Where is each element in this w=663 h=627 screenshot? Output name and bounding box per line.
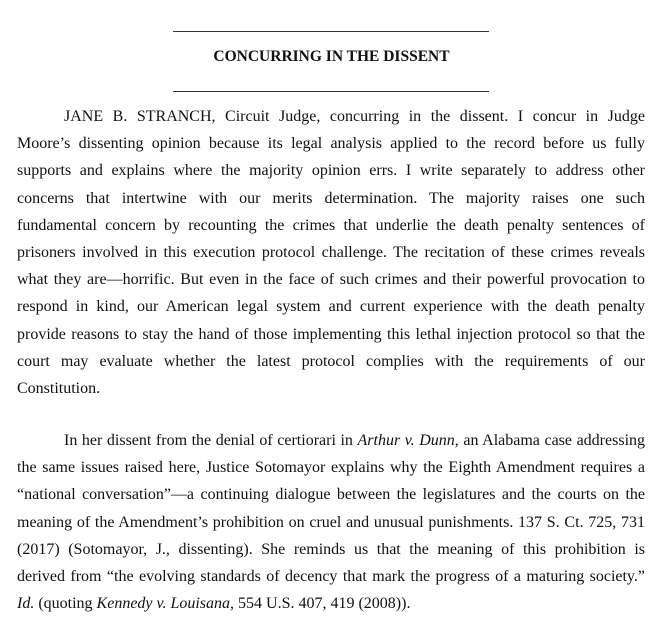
text-line xyxy=(17,563,645,590)
text-line xyxy=(17,293,645,320)
text-segment: (2017) (Sotomayor, J., dissenting). She reminds us that the meaning of this prohibition is xyxy=(17,540,645,558)
text-segment: meaning of the Amendment’s prohibition on cruel and unusual punishments. 137 S. Ct. 725, 731 xyxy=(17,513,645,531)
text-line xyxy=(17,454,645,481)
text-segment: supports and explains where the majority opinion errs. I write separately to address other xyxy=(17,162,645,180)
text-segment: fundamental concern by recounting the crimes that underlie the death penalty sentences of xyxy=(17,216,645,234)
text-line xyxy=(17,375,645,402)
text-segment: the same issues raised here, Justice Sotomayor explains why the Eighth Amendment requires a xyxy=(17,459,645,477)
text-segment: (quoting xyxy=(34,595,97,613)
text-segment: , an Alabama case addressing xyxy=(454,432,646,449)
section-heading: CONCURRING IN THE DISSENT xyxy=(213,48,450,65)
paragraph-1 xyxy=(17,103,645,402)
text-line xyxy=(17,185,645,212)
text-segment: prisoners involved in this execution protocol challenge. The recitation of these crimes reveals xyxy=(17,243,645,261)
text-line xyxy=(17,481,645,508)
paragraph-2 xyxy=(17,427,645,617)
bottom-divider-rule xyxy=(173,91,489,92)
citation-italic: Kennedy v. Louisana xyxy=(96,595,231,613)
text-segment: Moore’s dissenting opinion because its legal analysis applied to the record before us fully xyxy=(17,135,645,153)
text-segment: In her dissent from the denial of certiorari in xyxy=(64,432,358,449)
text-line xyxy=(17,536,645,563)
citation-italic: Arthur v. Dunn xyxy=(357,432,455,449)
text-line xyxy=(17,509,645,536)
text-segment: court may evaluate whether the latest protocol complies with the requirements of our xyxy=(17,352,645,370)
text-segment: , 554 U.S. 407, 419 (2008)). xyxy=(230,595,411,613)
text-segment: JANE B. STRANCH, Circuit Judge, concurring in the dissent. I concur in Judge xyxy=(64,108,645,125)
text-segment: concerns that intertwine with our merits determination. The majority raises one such xyxy=(17,189,645,207)
text-line xyxy=(17,427,645,454)
text-segment: derived from “the evolving standards of decency that mark the progress of a maturing society.” xyxy=(17,567,645,585)
text-line xyxy=(17,212,645,239)
citation-italic: Id. xyxy=(17,595,35,613)
text-segment: “national conversation”—a continuing dialogue between the legislatures and the courts on the xyxy=(17,486,645,504)
text-line xyxy=(17,321,645,348)
text-line xyxy=(17,239,645,266)
text-segment: what they are—horrific. But even in the face of such crimes and their powerful provocation to xyxy=(17,271,645,289)
text-line xyxy=(17,590,645,617)
text-segment: respond in kind, our American legal system and current experience with the death penalty xyxy=(17,298,645,316)
text-line xyxy=(17,130,645,157)
text-segment: provide reasons to stay the hand of those implementing this lethal injection protocol so that the xyxy=(17,325,645,343)
text-line xyxy=(17,266,645,293)
text-line xyxy=(17,157,645,184)
top-divider-rule xyxy=(173,31,489,32)
text-line xyxy=(17,103,645,130)
text-segment: Constitution. xyxy=(17,379,101,397)
text-line xyxy=(17,348,645,375)
